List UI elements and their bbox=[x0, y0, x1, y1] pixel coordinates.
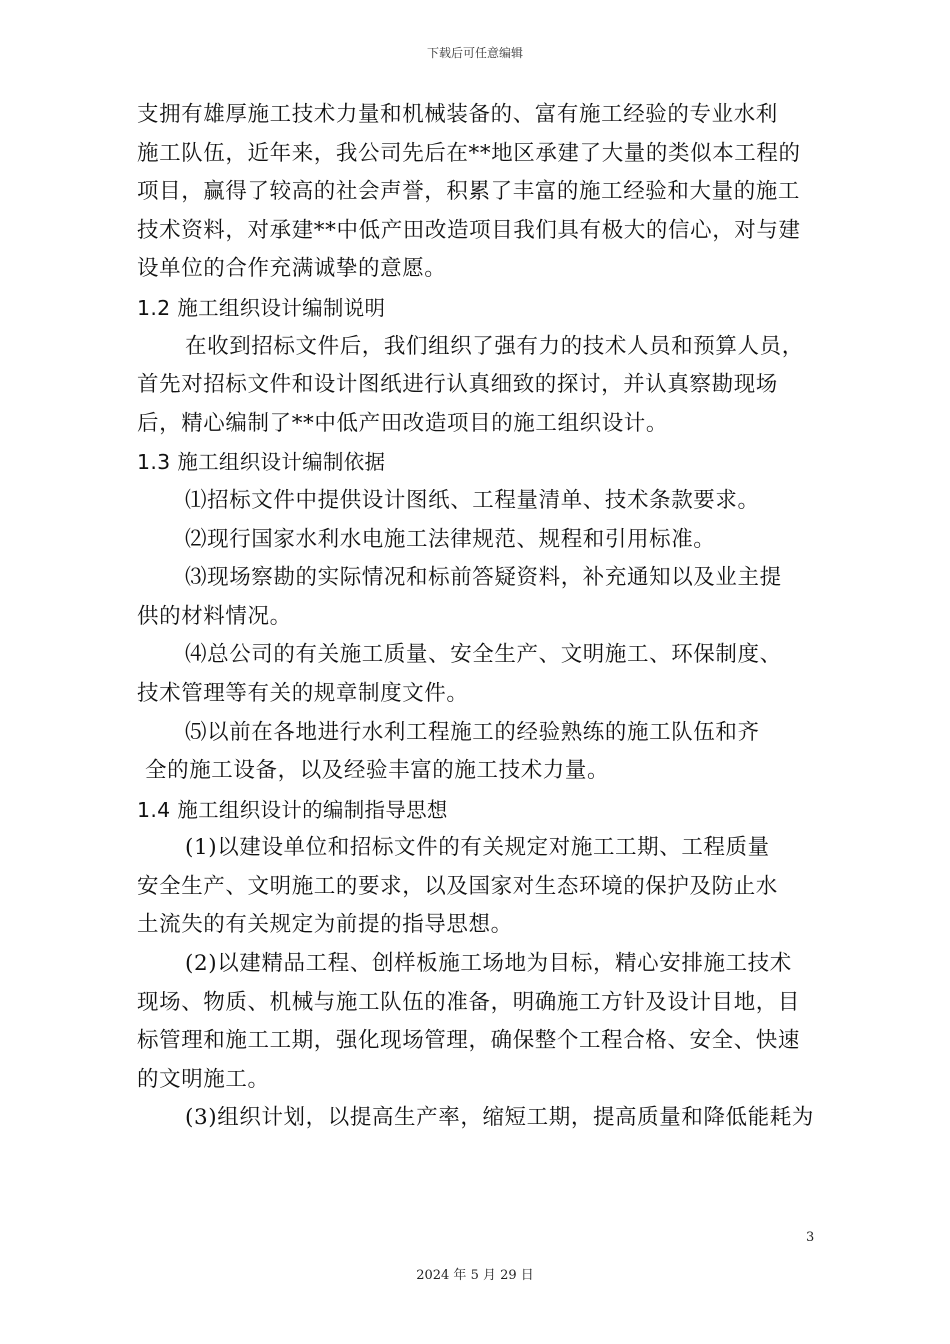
paragraph-line: 技术管理等有关的规章制度文件。 bbox=[137, 680, 469, 706]
paragraph-line: 技术资料，对承建**中低产田改造项目我们具有极大的信心，对与建 bbox=[137, 217, 801, 243]
section-heading-1-3: 1.3 施工组织设计编制依据 bbox=[137, 450, 386, 475]
paragraph-line: 设单位的合作充满诚挚的意愿。 bbox=[137, 256, 447, 282]
paragraph-line: 标管理和施工工期，强化现场管理，确保整个工程合格、安全、快速 bbox=[137, 1028, 801, 1054]
list-item: ⑷总公司的有关施工质量、安全生产、文明施工、环保制度、 bbox=[185, 642, 782, 668]
paragraph-line: 在收到招标文件后，我们组织了强有力的技术人员和预算人员， bbox=[185, 333, 804, 359]
page-number: 3 bbox=[806, 1230, 815, 1245]
paragraph-line: 后，精心编制了**中低产田改造项目的施工组织设计。 bbox=[137, 410, 669, 436]
list-item: (2)以建精品工程、创样板施工场地为目标，精心安排施工技术 bbox=[185, 951, 792, 977]
list-item: ⑴招标文件中提供设计图纸、工程量清单、技术条款要求。 bbox=[185, 487, 760, 513]
paragraph-line: 首先对招标文件和设计图纸进行认真细致的探讨，并认真察勘现场 bbox=[137, 372, 778, 398]
list-item: (3)组织计划，以提高生产率，缩短工期，提高质量和降低能耗为 bbox=[185, 1105, 814, 1131]
paragraph-line: 全的施工设备，以及经验丰富的施工技术力量。 bbox=[145, 758, 610, 784]
paragraph-line: 安全生产、文明施工的要求，以及国家对生态环境的保护及防止水 bbox=[137, 873, 778, 899]
list-item: ⑶现场察勘的实际情况和标前答疑资料，补充通知以及业主提 bbox=[185, 565, 782, 591]
paragraph-line: 项目，赢得了较高的社会声誉，积累了丰富的施工经验和大量的施工 bbox=[137, 179, 801, 205]
paragraph-line: 施工队伍，近年来，我公司先后在**地区承建了大量的类似本工程的 bbox=[137, 140, 801, 166]
list-item: (1)以建设单位和招标文件的有关规定对施工工期、工程质量 bbox=[185, 835, 770, 861]
section-heading-1-2: 1.2 施工组织设计编制说明 bbox=[137, 295, 386, 320]
paragraph-line: 供的材料情况。 bbox=[137, 603, 292, 629]
paragraph-line: 的文明施工。 bbox=[137, 1066, 270, 1092]
footer-date: 2024 年 5 月 29 日 bbox=[416, 1268, 534, 1283]
paragraph-line: 土流失的有关规定为前提的指导思想。 bbox=[137, 912, 513, 938]
list-item: ⑸以前在各地进行水利工程施工的经验熟练的施工队伍和齐 bbox=[185, 719, 760, 745]
list-item: ⑵现行国家水利水电施工法律规范、规程和引用标准。 bbox=[185, 526, 716, 552]
paragraph-line: 支拥有雄厚施工技术力量和机械装备的、富有施工经验的专业水利 bbox=[137, 102, 778, 127]
section-heading-1-4: 1.4 施工组织设计的编制指导思想 bbox=[137, 797, 448, 822]
document-body bbox=[137, 96, 827, 1138]
paragraph-line: 现场、物质、机械与施工队伍的准备，明确施工方针及设计目地，目 bbox=[137, 989, 801, 1015]
page-header: 下载后可任意编辑 bbox=[426, 46, 523, 60]
